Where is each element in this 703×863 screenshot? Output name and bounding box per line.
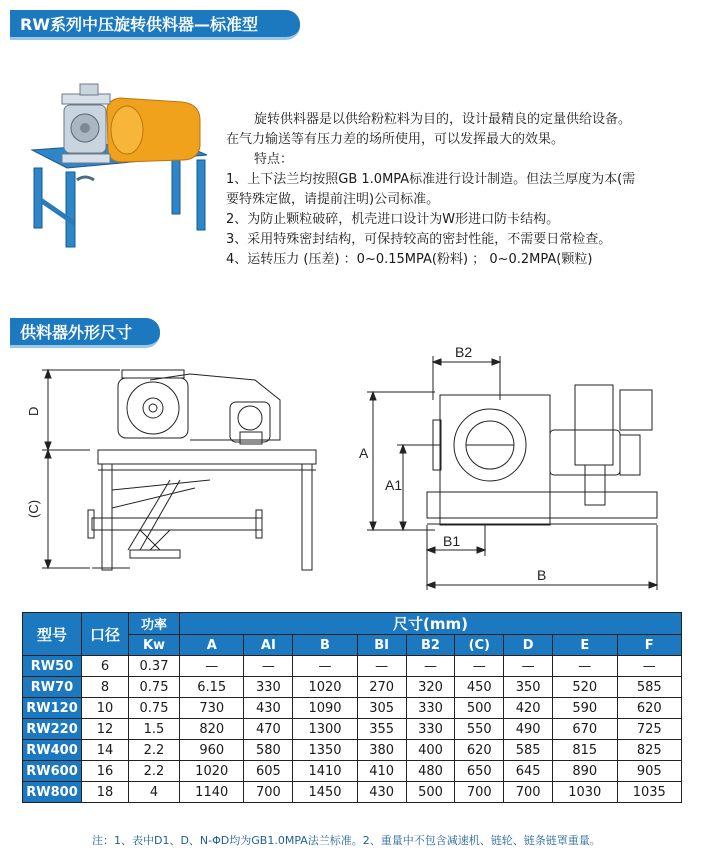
table-cell: 0.75 [129,698,180,719]
table-row [23,656,682,677]
table-cell: 500 [406,782,455,803]
model-cell: RW70 [23,677,82,698]
table-cell: 270 [357,677,406,698]
footnote: 注：1、表中D1、D、N-ΦD均为GB1.0MPA法兰标准。2、重量中不包含减速机、链轮、链条链罩重量。 [92,834,601,847]
table-cell: 490 [504,719,553,740]
table-cell: — [455,656,504,677]
table-cell: 730 [180,698,244,719]
table-cell: 1350 [293,740,357,761]
spec-table [22,612,682,803]
table-cell: 520 [553,677,617,698]
table-row [23,740,682,761]
table-cell: — [180,656,244,677]
table-cell: 820 [180,719,244,740]
table-cell: 330 [244,677,293,698]
dim-label-c: (C) [26,499,41,518]
table-cell: 480 [406,761,455,782]
table-cell: — [504,656,553,677]
table-cell: 14 [82,740,129,761]
table-cell: 320 [406,677,455,698]
table-cell: 700 [504,782,553,803]
table-cell: 1410 [293,761,357,782]
table-cell: 550 [455,719,504,740]
table-cell: — [357,656,406,677]
header-dim-col: BⅠ [357,635,406,656]
table-cell: 420 [504,698,553,719]
table-cell: 1030 [553,782,617,803]
model-cell: RW600 [23,761,82,782]
header-dim-col: (C) [455,635,504,656]
table-cell: 1450 [293,782,357,803]
feature-item: 2、为防止颗粒破碎，机壳进口设计为W形进口防卡结构。 [226,212,560,227]
front-view-drawing [26,340,330,610]
header-model: 型号 [23,613,82,656]
table-cell: 330 [406,719,455,740]
table-cell: 12 [82,719,129,740]
table-cell: 1300 [293,719,357,740]
table-cell: — [617,656,682,677]
table-cell: 670 [553,719,617,740]
table-row [23,719,682,740]
header-dim-col: B2 [406,635,455,656]
table-cell: 400 [406,740,455,761]
header-dimensions: 尺寸(mm) [180,613,682,635]
dim-label-b: B [537,567,547,583]
header-dim-col: F [617,635,682,656]
table-cell: — [406,656,455,677]
dim-label-d: D [26,406,41,416]
table-cell: 700 [244,782,293,803]
table-cell: 1020 [293,677,357,698]
table-cell: 1090 [293,698,357,719]
table-cell: 305 [357,698,406,719]
table-cell: 825 [617,740,682,761]
table-cell: 380 [357,740,406,761]
header-diameter: 口径 [82,613,129,656]
dim-label-a1: A1 [385,477,403,493]
dim-label-b2: B2 [455,344,473,360]
table-cell: 590 [553,698,617,719]
feature-item: 要特殊定做，请提前注明)公司标准。 [226,192,440,207]
table-cell: 410 [357,761,406,782]
dim-label-b1: B1 [443,533,461,549]
header-dim-col: D [504,635,553,656]
section-title: 供料器外形尺寸 [20,323,133,342]
dim-label-a: A [359,445,369,461]
table-cell: — [293,656,357,677]
table-cell: 16 [82,761,129,782]
section-title: RW系列中压旋转供料器—标准型 [20,15,258,34]
table-cell: 355 [357,719,406,740]
table-cell: 2.2 [129,761,180,782]
table-cell: 0.37 [129,656,180,677]
table-cell: 1035 [617,782,682,803]
table-cell: 1.5 [129,719,180,740]
table-cell: 605 [244,761,293,782]
table-cell: 960 [180,740,244,761]
intro-line: 旋转供料器是以供给粉粒料为目的，设计最精良的定量供给设备。 [254,112,632,127]
feature-item: 4、运转压力 (压差) ：0~0.15MPA(粉料) ； 0~0.2MPA(颗粒) [226,252,593,267]
table-cell: 725 [617,719,682,740]
table-cell: — [244,656,293,677]
header-dim-col: E [553,635,617,656]
table-row [23,782,682,803]
model-cell: RW220 [23,719,82,740]
table-cell: 0.75 [129,677,180,698]
table-cell: 700 [455,782,504,803]
header-dim-col: A [180,635,244,656]
section-header-standard [10,10,300,40]
table-cell: 8 [82,677,129,698]
product-photo [22,80,222,260]
model-cell: RW800 [23,782,82,803]
table-cell: 585 [504,740,553,761]
feature-item: 3、采用特殊密封结构，可保持较高的密封性能，不需要日常检查。 [226,232,612,247]
header-row [23,613,682,635]
table-cell: 890 [553,761,617,782]
feature-item: 1、上下法兰均按照GB 1.0MPA标准进行设计制造。但法兰厚度为本(需 [226,172,636,187]
table-cell: 500 [455,698,504,719]
table-cell: 905 [617,761,682,782]
model-cell: RW400 [23,740,82,761]
model-cell: RW50 [23,656,82,677]
table-cell: 1020 [180,761,244,782]
table-row [23,677,682,698]
table-cell: 10 [82,698,129,719]
table-cell: 450 [455,677,504,698]
header-power-unit: Kw [129,635,180,656]
table-cell: 650 [455,761,504,782]
table-cell: 350 [504,677,553,698]
table-cell: 430 [244,698,293,719]
table-cell: 430 [357,782,406,803]
table-row [23,761,682,782]
header-dim-col: B [293,635,357,656]
table-cell: 330 [406,698,455,719]
header-dim-col: AⅠ [244,635,293,656]
table-cell: 6 [82,656,129,677]
intro-line: 在气力输送等有压力差的场所使用，可以发挥最大的效果。 [226,132,565,147]
table-cell: 580 [244,740,293,761]
table-cell: — [553,656,617,677]
table-cell: 18 [82,782,129,803]
table-cell: 2.2 [129,740,180,761]
table-cell: 585 [617,677,682,698]
model-cell: RW120 [23,698,82,719]
table-row [23,698,682,719]
table-cell: 1140 [180,782,244,803]
table-cell: 620 [617,698,682,719]
table-cell: 6.15 [180,677,244,698]
table-cell: 4 [129,782,180,803]
table-cell: 620 [455,740,504,761]
header-power: 功率 [129,613,180,635]
table-cell: 645 [504,761,553,782]
side-view-drawing [345,340,675,610]
table-cell: 470 [244,719,293,740]
table-cell: 815 [553,740,617,761]
intro-text [226,110,686,270]
features-label: 特点： [254,152,294,167]
